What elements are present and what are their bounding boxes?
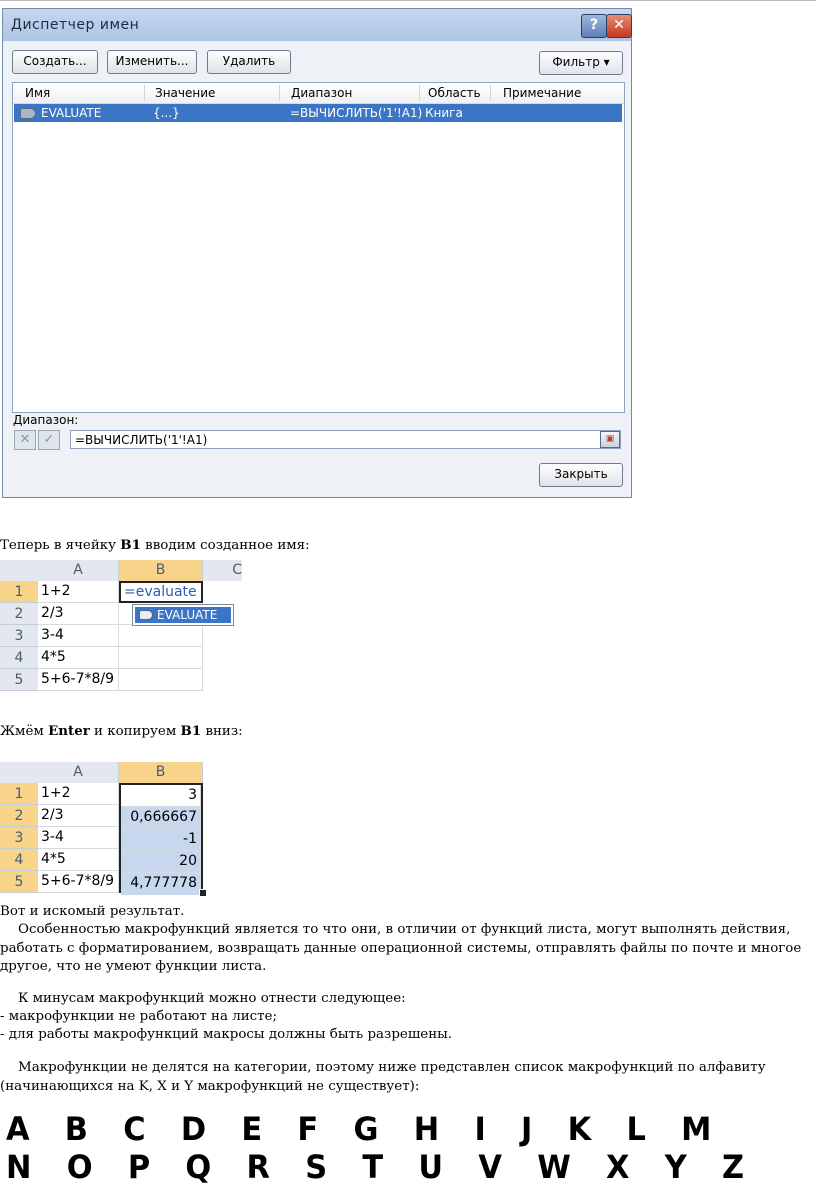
text-segment: вниз: [201,724,243,739]
range-cell: =ВЫЧИСЛИТЬ('1'!A1) [290,106,423,120]
list-item[interactable] [14,104,622,122]
paragraph-1: Особенностью макрофункций является то что они, в отличии от функций листа, могут выполнять действия, работать с форматированием, возвращать данные операционной системы, отправлять файлы по почте и многое другое, что не умеют функции листа. [0,922,802,974]
help-button[interactable]: ? [581,14,607,38]
result-text: Вот и искомый результат. [0,904,185,919]
close-icon[interactable]: ✕ [606,14,632,38]
row-header[interactable]: 4 [0,849,38,871]
row-header[interactable]: 3 [0,625,38,647]
cell-b5[interactable]: 4,777778 [121,873,201,895]
cell-a1[interactable]: 1+2 [38,783,119,805]
collapse-dialog-icon[interactable]: ▣ [600,431,620,448]
bullet-2: - для работы макрофункций макросы должны быть разрешены. [0,1027,453,1042]
cell-a5[interactable]: 5+6-7*8/9 [38,871,119,893]
paragraph-2: К минусам макрофункций можно отнести следующее: [18,991,406,1006]
column-header-name[interactable]: Имя [25,86,51,100]
scope-cell: Книга [425,106,463,120]
row-header[interactable]: 2 [0,603,38,625]
spreadsheet-grid-2 [0,762,222,894]
cell-b3[interactable]: -1 [121,829,201,851]
column-header-a[interactable]: A [38,762,119,783]
name-tag-icon [20,108,36,119]
cell-a5[interactable]: 5+6-7*8/9 [38,669,119,691]
select-all-corner[interactable] [0,762,38,783]
cell-a4[interactable]: 4*5 [38,647,119,669]
text-bold: B1 [120,537,141,553]
cell-a4[interactable]: 4*5 [38,849,119,871]
column-header-scope[interactable]: Область [428,86,481,100]
cell-a3[interactable]: 3-4 [38,827,119,849]
row-header[interactable]: 5 [0,669,38,691]
column-header-b[interactable]: B [119,560,203,581]
value-cell: {...} [153,106,180,120]
spreadsheet-grid-1 [0,560,242,702]
fill-handle[interactable] [199,889,207,897]
column-header-a[interactable]: A [38,560,119,581]
cell-a3[interactable]: 3-4 [38,625,119,647]
text-segment: Жмём [0,724,49,739]
row-header[interactable]: 1 [0,783,38,805]
create-button[interactable]: Создать... [12,50,98,74]
autocomplete-label: EVALUATE [157,608,218,622]
column-header-value[interactable]: Значение [155,86,216,100]
alphabet-row-2: N O P Q R S T U V W X Y Z [6,1148,757,1186]
filter-button[interactable]: Фильтр ▾ [539,51,623,75]
dialog-title: Диспетчер имен [11,17,140,33]
cell-b2[interactable]: 0,666667 [121,807,201,829]
autocomplete-item[interactable] [135,607,231,623]
delete-button[interactable]: Удалить [207,50,291,74]
page-top-rule [0,0,816,1]
column-header-c[interactable]: C [203,560,242,581]
row-header[interactable]: 1 [0,581,38,603]
paragraph-3: Макрофункции не делятся на категории, поэтому ниже представлен список макрофункций по алфавиту (начинающихся на K, X и Y макрофункций не существует): [0,1060,766,1094]
selection-range[interactable] [119,783,203,893]
cell-b4[interactable]: 20 [121,851,201,873]
names-list-header [13,83,624,104]
text-bold: B1 [180,723,202,739]
select-all-corner[interactable] [0,560,38,581]
column-divider[interactable] [490,85,491,101]
cell-b5[interactable] [119,669,203,691]
range-label: Диапазон: [13,413,79,427]
edit-button[interactable]: Изменить... [107,50,197,74]
column-divider[interactable] [279,85,280,101]
cell-b1[interactable]: 3 [121,785,201,807]
row-header[interactable]: 4 [0,647,38,669]
name-tag-icon [139,610,153,620]
cell-a2[interactable]: 2/3 [38,805,119,827]
row-header[interactable]: 5 [0,871,38,893]
names-list[interactable] [12,82,625,413]
alphabet-row-1: A B C D E F G H I J K L M [6,1110,724,1148]
bullet-1: - макрофункции не работают на листе; [0,1009,277,1024]
text-segment: вводим созданное имя: [140,538,310,553]
name-manager-dialog [2,8,632,498]
column-header-b[interactable]: B [119,762,203,783]
accept-edit-icon[interactable]: ✓ [38,430,60,450]
instruction-text-2 [0,722,243,741]
row-header[interactable]: 3 [0,827,38,849]
range-input[interactable]: =ВЫЧИСЛИТЬ('1'!A1) [70,430,621,449]
cell-b4[interactable] [119,647,203,669]
close-button[interactable]: Закрыть [539,463,623,487]
text-bold: Enter [48,723,90,739]
instruction-text-1 [0,536,310,555]
text-segment: и копируем [89,724,181,739]
name-cell: EVALUATE [41,106,102,120]
text-segment: Теперь в ячейку [0,538,121,553]
autocomplete-dropdown [132,604,234,626]
cell-b1-editing[interactable]: =evaluate [119,581,203,603]
column-header-range[interactable]: Диапазон [291,86,353,100]
cell-a2[interactable]: 2/3 [38,603,119,625]
cancel-edit-icon[interactable]: ✕ [14,430,36,450]
cell-a1[interactable]: 1+2 [38,581,119,603]
column-header-note[interactable]: Примечание [503,86,582,100]
row-header[interactable]: 2 [0,805,38,827]
column-divider[interactable] [419,85,420,101]
dialog-titlebar [3,9,631,41]
column-divider[interactable] [144,85,145,101]
cell-b3[interactable] [119,625,203,647]
